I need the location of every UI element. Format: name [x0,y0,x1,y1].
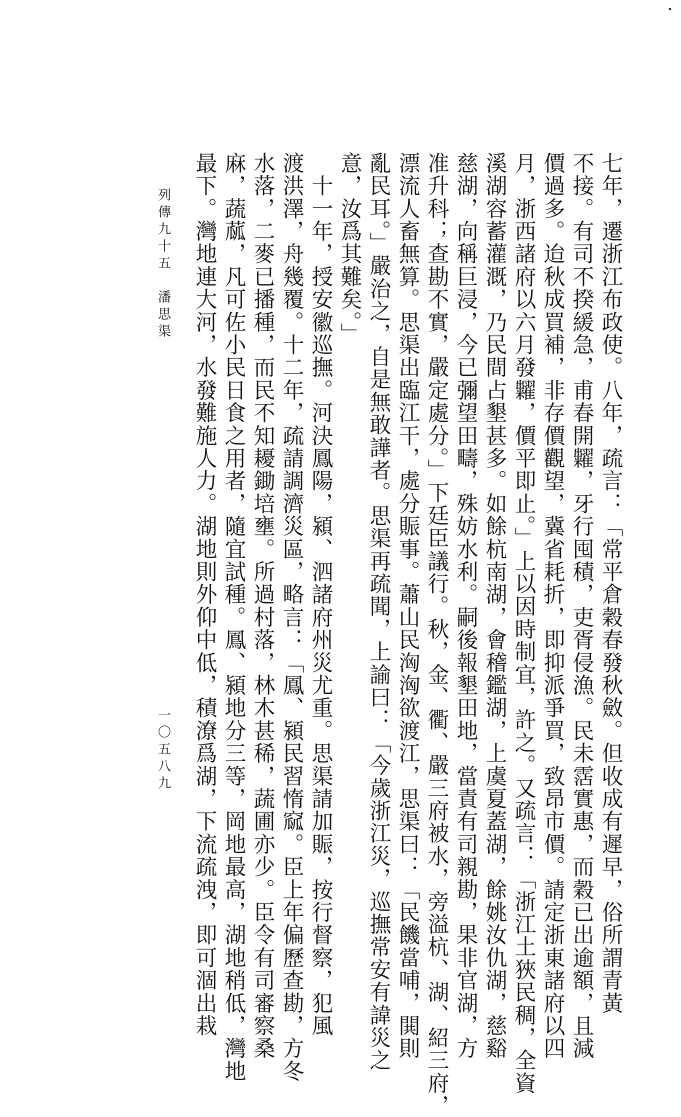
text-column-1: 七年，遷浙江布政使。八年，疏言：「常平倉穀春發秋斂。但收成有遲早，俗所謂青黃 [598,152,623,1015]
text-column-13: 水落，二麥已播種，而民不知耰鋤培壅。所過村落，林木甚稀，蔬圃亦少。臣令有司審察桑 [250,152,275,1060]
text-column-3: 價過多。迨秋成買補，非存價觀望，冀省耗折，即抑派爭買，致昂市價。請定浙東諸府以四 [540,152,565,1060]
text-column-7: 准升科；查勘不實，嚴定處分。」下廷臣議行。秋，金、衢、嚴三府被水，旁溢杭、湖、紹三府， [424,152,449,1117]
text-column-15: 最下。灣地連大河，水發難施人力。湖地則外仰中低，積潦爲湖，下流疏洩，即可涸出栽 [192,152,217,1038]
text-column-12: 渡洪澤，舟幾覆。十二年，疏請調濟災區，略言：「鳳、潁民習惰窳。臣上年偏歷查勘，方冬 [279,152,304,1083]
text-column-11: 十一年，授安徽巡撫。河決鳳陽，潁、泗諸府州災尤重。思渠請加賑，按行督察，犯風 [308,152,333,1038]
text-column-10: 意，汝爲其難矣。」 [337,152,362,346]
text-column-9: 亂民耳。」嚴治之，自是無敢譁者。思渠再疏聞，上諭曰：「今歲浙江災，巡撫常安有諱災之 [366,152,391,1072]
running-title: 列傳九十五 潘思渠 [155,188,170,341]
text-column-5: 溪湖容蓄灌溉，乃民間占墾甚多。如餘杭南湖，會稽鑑湖，上虞夏蓋湖，餘姚汝仇湖，慈谿 [482,152,507,1060]
page-number: 一〇五八九 [155,708,170,793]
text-column-14: 麻，蔬蓏，凡可佐小民日食之用者，隨宜試種。鳳、潁地分三等，岡地最高，湖地稍低，灣地 [221,152,246,1083]
text-column-4: 月，浙西諸府以六月發糶，價平即止。」上以因時制宜，許之。又疏言：「浙江土狹民稠，全資 [511,152,536,1095]
corner-mark [669,8,671,10]
text-column-8: 漂流人畜無算。思渠出臨江干，處分賑事。蕭山民洶洶欲渡江，思渠曰：「民饑當哺，閧則 [395,152,420,1060]
text-column-6: 慈湖，向稱巨浸，今已彌望田疇，殊妨水利。嗣後報墾田地，當責有司親勘，果非官湖，方 [453,152,478,1060]
text-column-2: 不接。有司不揆緩急，甫春開糶，牙行囤積，吏胥侵漁。民未霑實惠，而穀已出逾額，且減 [569,152,594,1060]
